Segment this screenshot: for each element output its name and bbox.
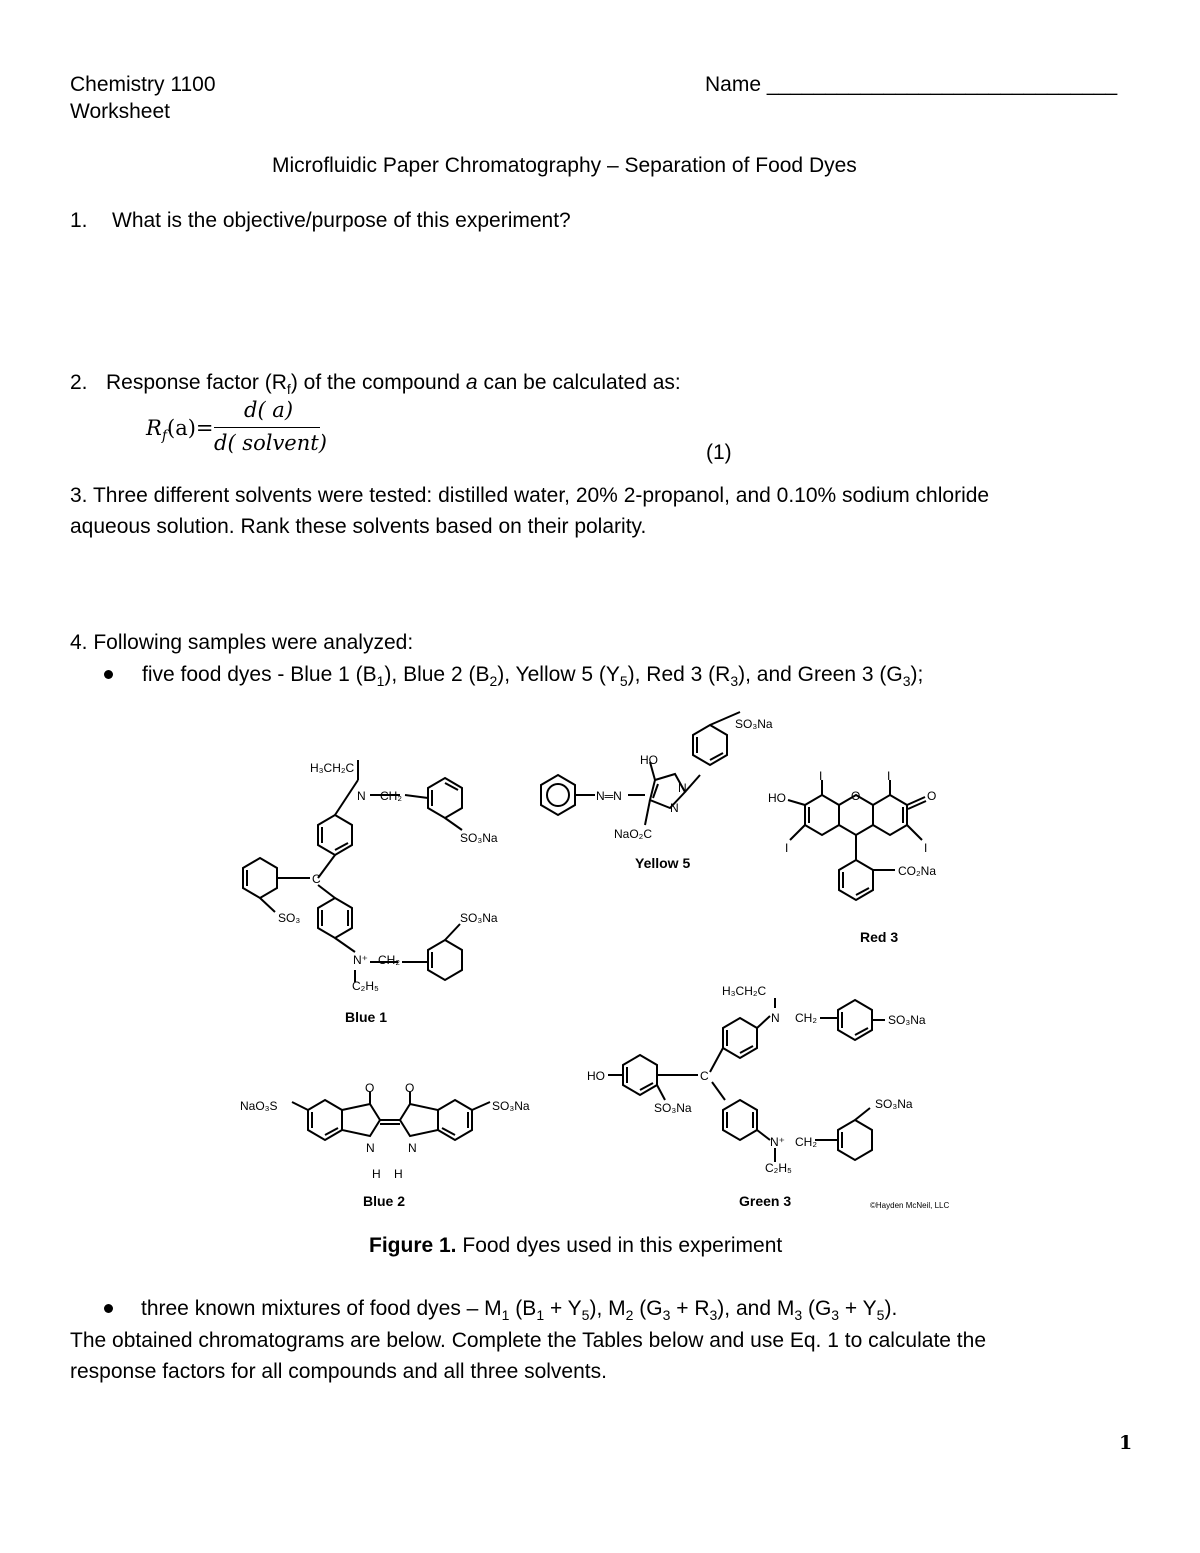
blue1-so3: SO₃ — [278, 911, 301, 925]
red3-o-keto: O — [927, 789, 937, 803]
blue1-c2h5: C₂H₅ — [352, 979, 379, 993]
equation-denominator: d( solvent) — [214, 431, 327, 455]
b2-t3: + Y — [544, 1297, 582, 1320]
b2-s1: 1 — [501, 1307, 510, 1324]
blue2-label: Blue 2 — [363, 1193, 406, 1209]
q4-bullet1 — [142, 662, 923, 688]
b2-t6: + R — [670, 1297, 710, 1320]
page-number: 1 — [1119, 1432, 1133, 1454]
b1-t2: ), Blue 2 (B — [384, 663, 490, 686]
q2-text — [106, 370, 681, 396]
green3-n: N — [771, 1011, 780, 1025]
green3-ch2-b: CH₂ — [795, 1135, 817, 1149]
figure-copyright: ©Hayden McNeil, LLC — [870, 1201, 950, 1210]
b2-t9: + Y — [839, 1297, 877, 1320]
yellow5-so3na: SO₃Na — [735, 717, 773, 731]
bullet-icon — [104, 1304, 113, 1313]
yellow5-label: Yellow 5 — [635, 855, 691, 871]
blue1-structure — [243, 760, 462, 982]
green3-c2h5: C₂H₅ — [765, 1161, 792, 1175]
q4-bullet2 — [141, 1296, 897, 1322]
b1-t6: ); — [910, 663, 924, 686]
equation-numerator: d( a) — [244, 398, 294, 422]
yellow5-nao2c: NaO₂C — [614, 827, 652, 841]
yellow5-structure — [541, 712, 740, 825]
course-title: Chemistry 1100 — [70, 73, 216, 96]
b2-t10: ). — [884, 1297, 898, 1320]
blue2-nao3s: NaO₃S — [240, 1099, 278, 1113]
blue1-ch2-b: CH₂ — [378, 953, 400, 967]
name-field[interactable]: Name ______________________________ — [705, 73, 1118, 96]
bullet-icon — [104, 670, 113, 679]
b1-prefix: five food dyes - Blue 1 (B — [142, 663, 377, 686]
b2-s2: 1 — [536, 1307, 545, 1324]
q2-var-a: a — [465, 371, 478, 394]
q4-line1: The obtained chromatograms are below. Complete the Tables below and use Eq. 1 to calculate the — [70, 1329, 987, 1352]
b2-prefix: three known mixtures of food dyes – M — [141, 1297, 502, 1320]
b2-s5: 3 — [662, 1307, 671, 1324]
b2-s4: 2 — [625, 1307, 634, 1324]
blue1-so3na-bottom: SO₃Na — [460, 911, 498, 925]
food-dye-structures-figure — [230, 700, 990, 1220]
green3-so3na-left: SO₃Na — [654, 1101, 692, 1115]
q2-sub-f: f — [286, 381, 291, 398]
b1-s2: 2 — [489, 673, 498, 690]
page-title: Microfluidic Paper Chromatography – Separation of Food Dyes — [272, 154, 857, 177]
caption-bold: Figure 1. — [369, 1234, 457, 1257]
green3-h3ch2c: H₃CH₂C — [722, 984, 767, 998]
b2-t7: ), and M — [717, 1297, 795, 1320]
equation-label: (1) — [706, 441, 732, 464]
fraction-bar — [214, 427, 320, 428]
q2-text-b: ) of the compound — [290, 371, 466, 394]
b1-t3: ), Yellow 5 (Y — [497, 663, 620, 686]
b1-t4: ), Red 3 (R — [627, 663, 731, 686]
red3-ho: HO — [768, 791, 786, 805]
yellow5-azo: N═N — [596, 789, 622, 803]
doc-type: Worksheet — [70, 100, 170, 123]
caption-text: Food dyes used in this experiment — [456, 1234, 783, 1257]
q2-number: 2. — [70, 371, 88, 394]
b2-s8: 3 — [831, 1307, 840, 1324]
b2-t4: ), M — [589, 1297, 626, 1320]
green3-ho: HO — [587, 1069, 605, 1083]
b1-s1: 1 — [376, 673, 385, 690]
blue2-o1: O — [365, 1081, 375, 1095]
blue2-n1: N — [366, 1141, 375, 1155]
q3-line2: aqueous solution. Rank these solvents based on their polarity. — [70, 515, 647, 538]
blue1-label: Blue 1 — [345, 1009, 388, 1025]
b1-s4: 3 — [730, 673, 739, 690]
blue2-n2: N — [408, 1141, 417, 1155]
yellow5-n1: N — [678, 781, 687, 795]
q4-intro: 4. Following samples were analyzed: — [70, 631, 414, 654]
b2-t8: (G — [802, 1297, 832, 1320]
eq-lhs-r: R — [146, 416, 162, 440]
blue2-h1: H — [372, 1167, 381, 1181]
green3-so3na-bottom: SO₃Na — [875, 1097, 913, 1111]
yellow5-ho: HO — [640, 753, 658, 767]
red3-co2na: CO₂Na — [898, 864, 936, 878]
b1-t5: ), and Green 3 (G — [738, 663, 903, 686]
blue1-n: N — [357, 789, 366, 803]
green3-c: C — [700, 1069, 709, 1083]
red3-label: Red 3 — [860, 929, 899, 945]
q1-number: 1. — [70, 209, 88, 232]
red3-i3: I — [785, 841, 789, 855]
b2-s9: 5 — [876, 1307, 885, 1324]
b1-s3: 5 — [619, 673, 628, 690]
green3-so3na-top: SO₃Na — [888, 1013, 926, 1027]
q4-line2: response factors for all compounds and all three solvents. — [70, 1360, 607, 1383]
b2-s6: 3 — [709, 1307, 718, 1324]
green3-structure — [608, 998, 885, 1162]
blue2-structure — [292, 1092, 490, 1140]
green3-ch2: CH₂ — [795, 1011, 817, 1025]
blue2-so3na: SO₃Na — [492, 1099, 530, 1113]
b2-s3: 5 — [581, 1307, 590, 1324]
green3-nplus: N⁺ — [770, 1135, 785, 1149]
blue1-ch2: CH₂ — [380, 789, 402, 803]
b2-t2: (B — [509, 1297, 537, 1320]
green3-label: Green 3 — [739, 1193, 792, 1209]
blue2-o2: O — [405, 1081, 415, 1095]
q1-text: What is the objective/purpose of this experiment? — [112, 209, 571, 232]
red3-i4: I — [924, 841, 928, 855]
blue2-h2: H — [394, 1167, 403, 1181]
red3-i2: I — [887, 769, 891, 783]
blue1-nplus: N⁺ — [353, 953, 368, 967]
blue1-c: C — [312, 872, 321, 886]
blue1-so3na-top: SO₃Na — [460, 831, 498, 845]
q2-text-c: can be calculated as: — [477, 371, 681, 394]
q2-text-a: Response factor (R — [106, 371, 287, 394]
eq-lhs-sub: f — [161, 428, 167, 445]
b2-t5: (G — [633, 1297, 663, 1320]
blue1-h3ch2c: H₃CH₂C — [310, 761, 355, 775]
eq-lhs-arg: (a)= — [167, 416, 214, 440]
b1-s5: 3 — [902, 673, 911, 690]
figure-caption — [369, 1233, 782, 1259]
b2-s7: 3 — [794, 1307, 803, 1324]
red3-o-ring: O — [851, 789, 861, 803]
q3-line1: 3. Three different solvents were tested: distilled water, 20% 2-propanol, and 0.10% sodium chloride — [70, 484, 990, 507]
equation-lhs — [146, 416, 214, 445]
red3-i1: I — [819, 769, 823, 783]
yellow5-n2: N — [670, 801, 679, 815]
